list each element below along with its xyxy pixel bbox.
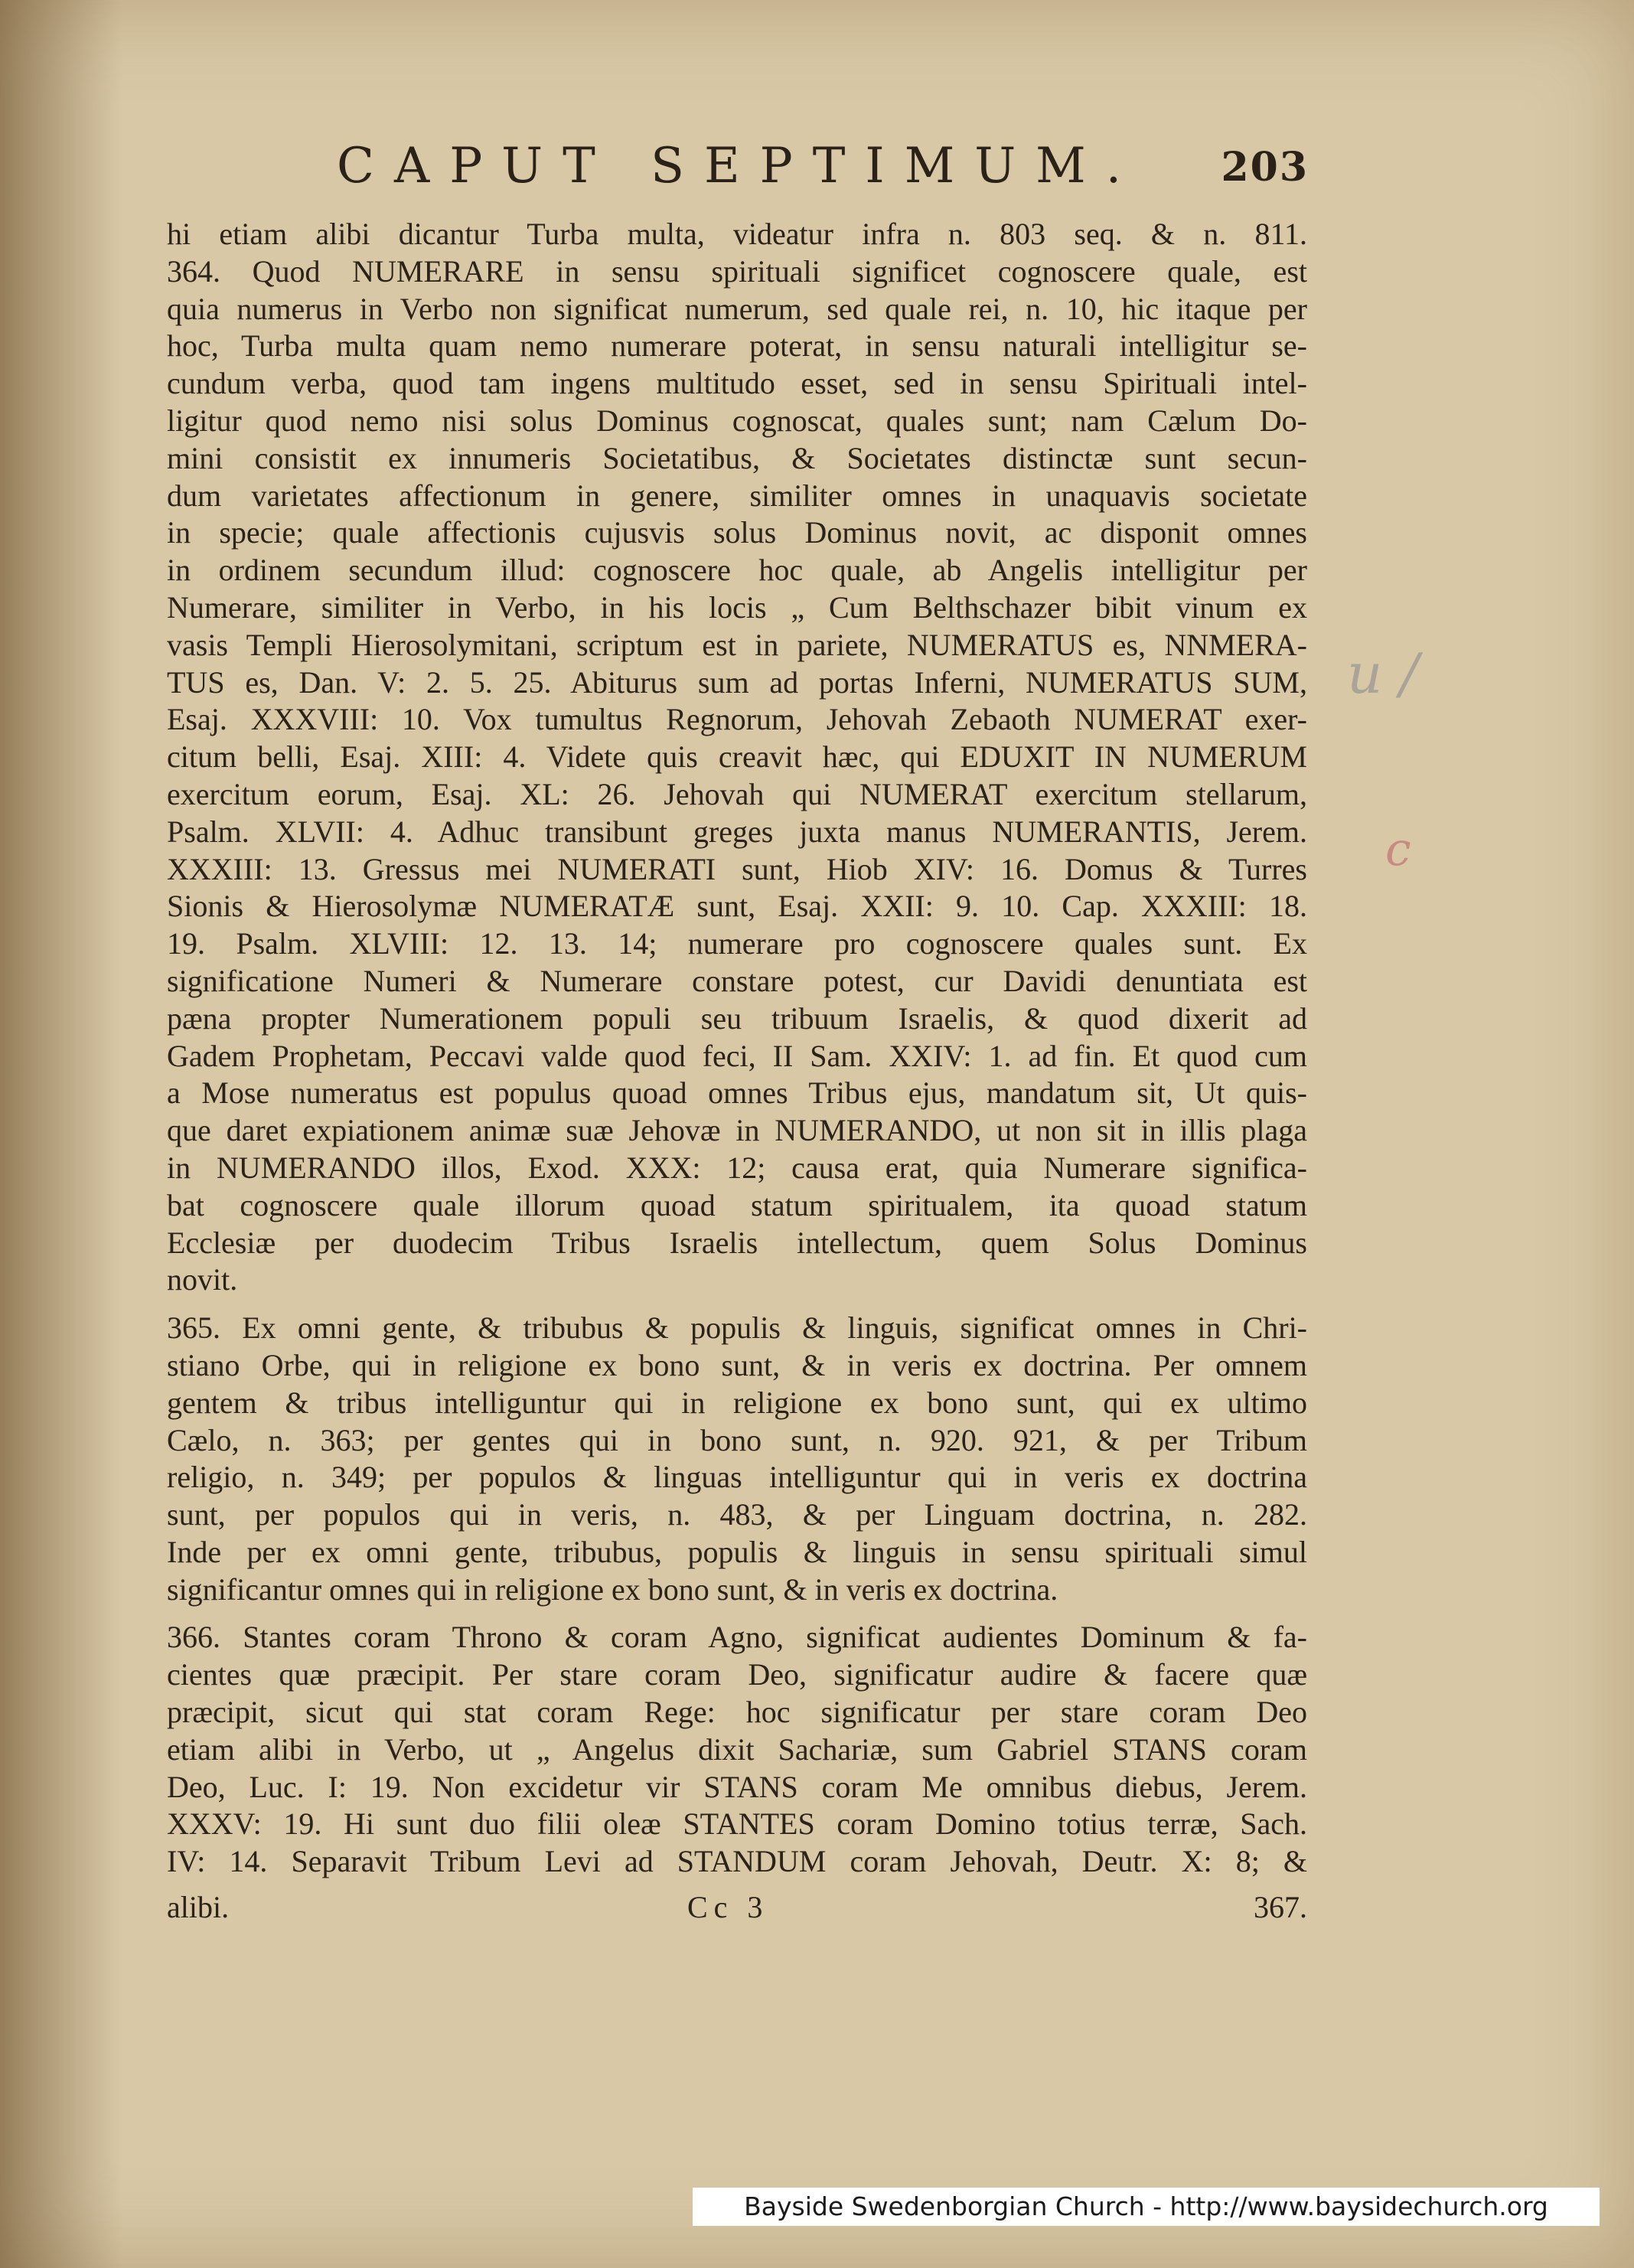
text-line: exercitum eorum, Esaj. XL: 26. Jehovah qui NUMERAT exercitum stellarum,	[167, 776, 1307, 811]
text-line: Inde per ex omni gente, tribubus, populis & linguis in sensu spirituali simul	[167, 1534, 1307, 1569]
text-line: gentem & tribus intelliguntur qui in religione ex bono sunt, qui ex ultimo	[167, 1385, 1307, 1420]
text-line: Psalm. XLVII: 4. Adhuc transibunt greges juxta manus NUMERANTIS, Jerem.	[167, 814, 1307, 849]
text-line: XXXV: 19. Hi sunt duo filii oleæ STANTES coram Domino totius terræ, Sach.	[167, 1806, 1307, 1842]
text-line: Ecclesiæ per duodecim Tribus Israelis intellectum, quem Solus Dominus	[167, 1225, 1307, 1260]
text-line: XXXIII: 13. Gressus mei NUMERATI sunt, Hiob XIV: 16. Domus & Turres	[167, 851, 1307, 886]
paragraph-gap	[167, 1608, 1307, 1619]
text-line: Deo, Luc. I: 19. Non excidetur vir STANS coram Me omnibus diebus, Jerem.	[167, 1769, 1307, 1804]
source-watermark: Bayside Swedenborgian Church - http://www.baysidechurch.org	[693, 2188, 1600, 2226]
text-line: dum varietates affectionum in genere, similiter omnes in unaquavis societate	[167, 478, 1307, 513]
text-line: præcipit, sicut qui stat coram Rege: hoc significatur per stare coram Deo	[167, 1695, 1307, 1730]
margin-note-pencil: u /	[1347, 641, 1419, 706]
text-line: 19. Psalm. XLVIII: 12. 13. 14; numerare pro cognoscere quales sunt. Ex	[167, 926, 1307, 961]
text-line: significantur omnes qui in religione ex bono sunt, & in veris ex doctrina.	[167, 1571, 1058, 1607]
text-line: 365. Ex omni gente, & tribubus & populis & linguis, significat omnes in Chri-	[167, 1310, 1307, 1346]
text-line: 364. Quod NUMERARE in sensu spirituali significet cognoscere quale, est	[167, 253, 1307, 289]
paragraph-gap	[167, 1299, 1307, 1310]
text-line: IV: 14. Separavit Tribum Levi ad STANDUM coram Jehovah, Deutr. X: 8; &	[167, 1844, 1307, 1879]
text-line: cientes quæ præcipit. Per stare coram Deo, significatur audire & facere quæ	[167, 1657, 1307, 1692]
text-line: Gadem Prophetam, Peccavi valde quod feci, II Sam. XXIV: 1. ad fin. Et quod cum	[167, 1038, 1307, 1073]
text-line: cundum verba, quod tam ingens multitudo esset, sed in sensu Spirituali intel-	[167, 366, 1307, 401]
text-line: mini consistit ex innumeris Societatibus, & Societates distinctæ sunt secun-	[167, 440, 1307, 475]
text-line: religio, n. 349; per populos & linguas intelliguntur qui in veris ex doctrina	[167, 1460, 1307, 1495]
text-line: que daret expiationem animæ suæ Jehovæ in NUMERANDO, ut non sit in illis plaga	[167, 1113, 1307, 1148]
catchword-left: alibi.	[167, 1890, 230, 1924]
text-line: sunt, per populos qui in veris, n. 483, & per Linguam doctrina, n. 282.	[167, 1497, 1307, 1532]
text-line: pæna propter Numerationem populi seu tribuum Israelis, & quod dixerit ad	[167, 1000, 1307, 1036]
text-line: Numerare, similiter in Verbo, in his locis „ Cum Belthschazer bibit vinum ex	[167, 589, 1307, 625]
text-line: citum belli, Esaj. XIII: 4. Videte quis creavit hæc, qui EDUXIT IN NUMERUM	[167, 739, 1307, 775]
text-line: TUS es, Dan. V: 2. 5. 25. Abiturus sum ad portas Inferni, NUMERATUS SUM,	[167, 664, 1307, 700]
page-number: 203	[1221, 144, 1309, 191]
text-line: Cælo, n. 363; per gentes qui in bono sunt, n. 920. 921, & per Tribum	[167, 1422, 1307, 1457]
text-line: a Mose numeratus est populus quoad omnes Tribus ejus, mandatum sit, Ut quis-	[167, 1075, 1307, 1111]
text-line: hoc, Turba multa quam nemo numerare poterat, in sensu naturali intelligitur se-	[167, 328, 1307, 364]
body-text	[167, 216, 1307, 1881]
text-line: significatione Numeri & Numerare constare potest, cur Davidi denuntiata est	[167, 963, 1307, 998]
text-line: 366. Stantes coram Throno & coram Agno, significat audientes Dominum & fa-	[167, 1620, 1307, 1655]
text-line: novit.	[167, 1262, 238, 1297]
text-line: vasis Templi Hierosolymitani, scriptum est in pariete, NUMERATUS es, NNMERA-	[167, 627, 1307, 662]
text-line: in ordinem secundum illud: cognoscere hoc quale, ab Angelis intelligitur per	[167, 553, 1307, 588]
signature-mark: Cc 3	[687, 1890, 769, 1924]
text-line: hi etiam alibi dicantur Turba multa, videatur infra n. 803 seq. & n. 811.	[167, 217, 1307, 251]
margin-note-red: c	[1385, 823, 1411, 876]
text-line: stiano Orbe, qui in religione ex bono sunt, & in veris ex doctrina. Per omnem	[167, 1347, 1307, 1382]
text-line: ligitur quod nemo nisi solus Dominus cognoscat, quales sunt; nam Cælum Do-	[167, 403, 1307, 438]
text-line: quia numerus in Verbo non significat numerum, sed quale rei, n. 10, hic itaque per	[167, 291, 1307, 326]
text-line: in NUMERANDO illos, Exod. XXX: 12; causa erat, quia Numerare significa-	[167, 1150, 1307, 1185]
page-header	[337, 130, 1309, 199]
text-line: bat cognoscere quale illorum quoad statum spiritualem, ita quoad statum	[167, 1187, 1307, 1222]
catchword-right: 367.	[1254, 1890, 1307, 1924]
text-line: in specie; quale affectionis cujusvis solus Dominus novit, ac disponit omnes	[167, 515, 1307, 550]
page-footer	[167, 1889, 1307, 1935]
running-head: CAPUT SEPTIMUM.	[337, 138, 1142, 194]
text-line: Sionis & Hierosolymæ NUMERATÆ sunt, Esaj. XXII: 9. 10. Cap. XXXIII: 18.	[167, 889, 1307, 924]
text-line: Esaj. XXXVIII: 10. Vox tumultus Regnorum, Jehovah Zebaoth NUMERAT exer-	[167, 702, 1307, 737]
text-line: etiam alibi in Verbo, ut „ Angelus dixit Sachariæ, sum Gabriel STANS coram	[167, 1731, 1307, 1767]
